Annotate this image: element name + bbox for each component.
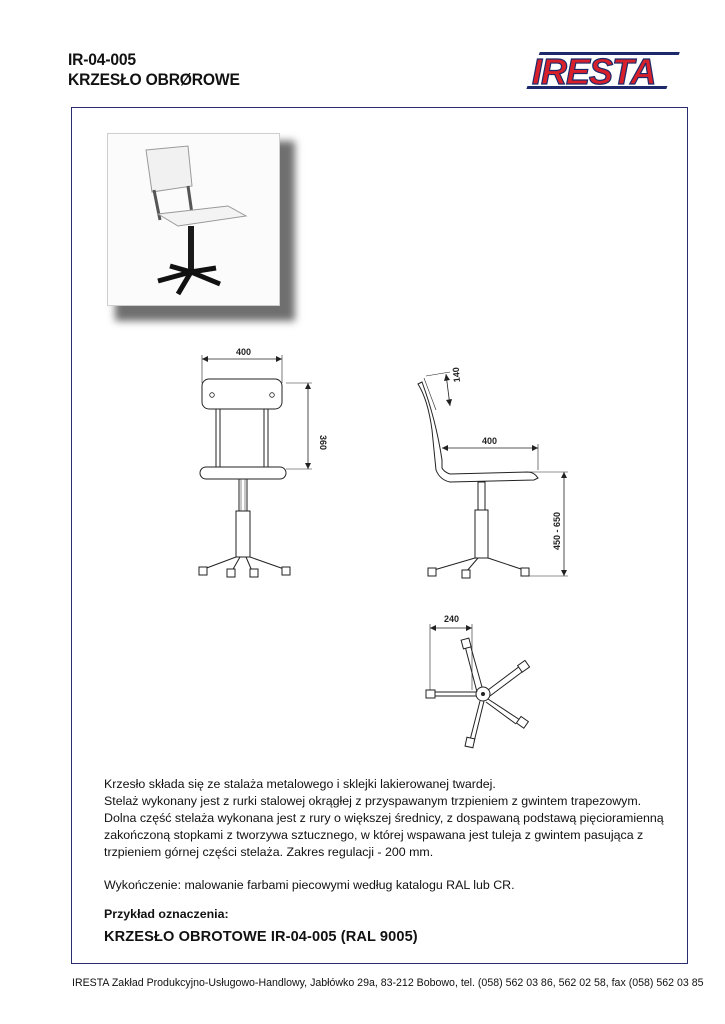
product-photo — [107, 133, 280, 306]
description-line: Krzesło składa się ze stalaża metalowego i sklejki lakierowanej twardej. — [104, 777, 496, 791]
base-top-view-drawing — [420, 610, 540, 750]
description — [104, 776, 664, 861]
description-line: Dolna część stelaża wykonana jest z rury o większej średnicy, z dospawaną podstawą pięcioramienną — [104, 811, 664, 825]
iresta-logo — [520, 46, 690, 96]
example-value: KRZESŁO OBROTOWE IR-04-005 (RAL 9005) — [104, 929, 418, 945]
logo-text: IRESTA — [532, 51, 656, 92]
side-view-drawing — [420, 360, 590, 590]
dim-front-height: 360 — [318, 435, 328, 451]
chair-photo-illustration — [108, 134, 279, 305]
product-code: IR-04-005 — [68, 50, 136, 69]
front-view-drawing — [190, 345, 340, 585]
dim-side-depth: 400 — [482, 436, 498, 446]
dim-front-width: 400 — [236, 347, 252, 357]
example-label: Przykład oznaczenia: — [104, 907, 229, 921]
description-line: trzpieniem górnej części stelaża. Zakres regulacji - 200 mm. — [104, 845, 434, 859]
dim-side-height: 450 - 650 — [552, 511, 562, 550]
product-name: KRZESŁO OBRØROWE — [68, 70, 240, 89]
product-header — [68, 50, 240, 90]
description-line: zakończoną stopkami z tworzywa sztucznego, w której wspawana jest tuleja z gwintem pasująca z — [104, 828, 644, 842]
footer-contact: IRESTA Zakład Produkcyjno-Usługowo-Handlowy, Jabłówko 29a, 83-212 Bobowo, tel. (058) 562 03 86, 562 02 58, fax (058) 562 03 85 — [72, 977, 704, 989]
finish-note: Wykończenie: malowanie farbami piecowymi według katalogu RAL lub CR. — [104, 878, 515, 892]
dim-side-back: 140 — [450, 366, 462, 383]
description-line: Stelaż wykonany jest z rurki stalowej okrągłej z przyspawanym trzpieniem z gwintem trapezowym. — [104, 794, 642, 808]
dim-base-width: 240 — [444, 614, 460, 624]
